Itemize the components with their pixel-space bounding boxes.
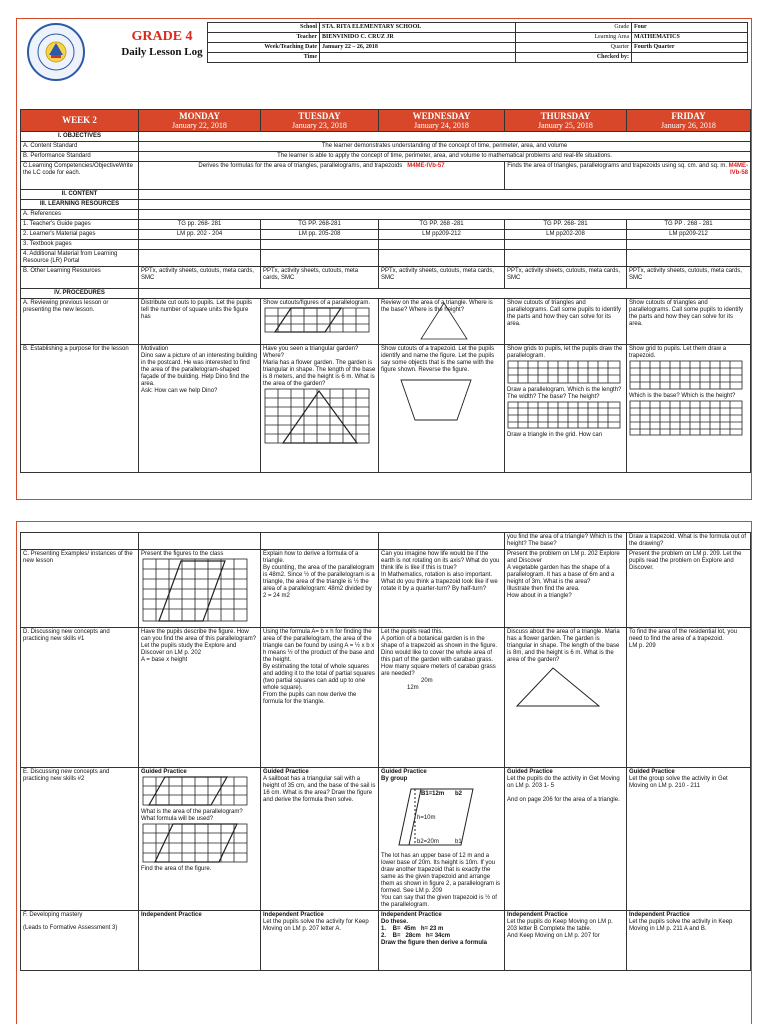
independent-practice-text: Let the pupils solve the activity for Keep Moving on LM p. 207 letter A. xyxy=(263,919,369,932)
lm-pages: LM pp209-212 xyxy=(627,230,751,240)
deped-seal-icon xyxy=(27,23,85,81)
day-date: January 25, 2018 xyxy=(538,121,593,130)
procedure-a-friday: Show cutouts of triangles and parallelograms. Call some pupils to identify the parts and how they can solve for its area. xyxy=(627,299,751,345)
day-name: TUESDAY xyxy=(298,111,341,121)
guided-practice-text: The lot has an upper base of 12 m and a lower base of 20m. Its height is 10m. If you draw another trapezoid that is exactly the same as the given trapezoid and arrange them as shown in figure 2, a parallelogram is formed. See LM p. 209 You can say that the given trapezoid is ½ of the parallelogram. xyxy=(381,853,501,908)
competency-1 xyxy=(139,162,505,190)
textbook-label: 3. Textbook pages xyxy=(21,240,139,250)
procedure-a-monday: Distribute cut outs to pupils. Let the pupils tell the number of square units the figure has xyxy=(139,299,261,345)
procedures-title: IV. PROCEDURES xyxy=(21,289,139,299)
independent-practice-heading: Independent Practice xyxy=(629,912,690,918)
blank xyxy=(139,533,261,550)
day-date: January 26, 2018 xyxy=(661,121,716,130)
grade-label: Grade xyxy=(516,23,632,33)
other-resources: PPTx, activity sheets, cutouts, meta cards, SMC xyxy=(379,267,505,289)
competency-1-text: Derives the formulas for the area of triangles, parallelograms, and trapezoids xyxy=(198,163,403,169)
procedure-c-thursday: Present the problem on LM p. 202 Explore and Discover A vegetable garden has the shape of a parallelogram. It has a base of 6m and a height of 3m. What is the area? Illustrate then find the area. How about in a triangle? xyxy=(505,550,627,628)
other-resources-label: B. Other Learning Resources xyxy=(21,267,139,289)
competency-1-code: M4ME-IVb-57 xyxy=(407,163,445,169)
procedure-a-label: A. Reviewing previous lesson or presenting the new lesson. xyxy=(21,299,139,345)
time-label: Time xyxy=(208,53,320,63)
procedure-b-friday-cont: Draw a trapezoid. What is the formula out of the drawing? xyxy=(627,533,751,550)
lm-pages: LM pp. 205-208 xyxy=(261,230,379,240)
procedure-b-label: B. Establishing a purpose for the lesson xyxy=(21,345,139,473)
other-resources: PPTx, activity sheets, cutouts, meta cards, SMC xyxy=(505,267,627,289)
procedure-e-thursday xyxy=(505,768,627,911)
week-value: January 22 – 26, 2018 xyxy=(320,43,516,53)
blank xyxy=(505,240,627,250)
lesson-log-page-2 xyxy=(16,521,752,1024)
other-resources: PPTx, activity sheets, cutouts, meta cards, SMC xyxy=(261,267,379,289)
procedure-f-wednesday xyxy=(379,911,505,971)
content-blank xyxy=(139,190,751,200)
triangle-figure xyxy=(419,301,469,341)
time-value xyxy=(320,53,516,63)
day-header-monday xyxy=(139,110,261,132)
procedure-a-text: Review on the area of a triangle. Where is the base? Where is the height? xyxy=(381,300,493,313)
day-date: January 22, 2018 xyxy=(172,121,227,130)
procedure-b-text: Have you seen a triangular garden? Where? Maria has a flower garden. The garden is triangular in shape. The length of the base is 8 meters, and the height is 6 m. What is the area of the garden? xyxy=(263,346,376,387)
procedure-d-friday: To find the area of the residential lot, you need to find the area of a trapezoid. LM p. 209 xyxy=(627,628,751,768)
guided-practice-subheading: By group xyxy=(381,776,408,782)
procedure-b-text-2: Which is the base? Which is the height? xyxy=(629,393,736,399)
grade-value: Four xyxy=(632,23,748,33)
references-blank xyxy=(139,210,751,220)
quarter-label: Quarter xyxy=(516,43,632,53)
procedure-b-thursday xyxy=(505,345,627,473)
log-title: Daily Lesson Log xyxy=(121,46,203,58)
triangle-grid-figure xyxy=(263,388,373,444)
triangle-figure xyxy=(507,664,617,710)
day-date: January 24, 2018 xyxy=(414,121,469,130)
grid-figure xyxy=(629,400,743,436)
procedure-b-monday: Motivation Dino saw a picture of an interesting building in the postcard. He was interested to find the area of the parallelogram-shaped façade of the building. Help Dino find the area. Ask: How can we help Dino? xyxy=(139,345,261,473)
trapezoid-height-label: 12m xyxy=(407,685,419,691)
independent-practice-heading: Independent Practice xyxy=(263,912,324,918)
procedure-a-text: Show cutouts/figures of a parallelogram. xyxy=(263,300,371,306)
procedure-b-tuesday xyxy=(261,345,379,473)
area-label: Learning Area xyxy=(516,33,632,43)
teacher-name: BIENVINIDO C. CRUZ JR xyxy=(320,33,516,43)
grid-figure xyxy=(507,360,621,384)
objectives-blank xyxy=(139,132,751,142)
procedure-d-text: Discuss about the area of a triangle. Maria has a flower garden. The garden is triangular in shape. The length of the base is 8m, and the height is 6 m. What is the area of the garden? xyxy=(507,629,620,663)
exercise-item-2: 2. B= 28cm h= 34cm xyxy=(381,933,451,939)
parallelogram-grid-figure xyxy=(141,776,253,806)
procedure-d-wednesday xyxy=(379,628,505,768)
blank xyxy=(379,250,505,267)
guided-practice-heading: Guided Practice xyxy=(263,769,309,775)
procedure-e-label: E. Discussing new concepts and practicing new skills #2 xyxy=(21,768,139,911)
day-header-tuesday xyxy=(261,110,379,132)
day-name: MONDAY xyxy=(179,111,220,121)
procedure-f-friday xyxy=(627,911,751,971)
day-name: WEDNESDAY xyxy=(412,111,471,121)
tg-pages: TG PP. 268 -281 xyxy=(379,220,505,230)
guided-practice-question-2: Find the area of the figure. xyxy=(141,866,212,872)
guided-practice-text: A sailboat has a triangular sail with a height of 35 cm, and the base of the sail is 16 cm. What is the area? Draw the figure and derive the formula then solve. xyxy=(263,776,376,803)
procedure-b-text: Show cutouts of a trapezoid. Let the pupils identify and name the figure. Let the pupils say some objects that is the same with the figure shown. Reverse the figure. xyxy=(381,346,495,373)
lesson-log-page-1 xyxy=(16,18,752,500)
parallelogram-grid-figure xyxy=(141,558,253,622)
lm-pages: LM pp. 202 - 204 xyxy=(139,230,261,240)
procedures-blank xyxy=(139,289,751,299)
checked-label: Checked by: xyxy=(516,53,632,63)
base1-bottom-label: b1 xyxy=(455,839,462,845)
procedure-a-wednesday xyxy=(379,299,505,345)
procedure-c-label: C. Presenting Examples/ instances of the new lesson xyxy=(21,550,139,628)
blank xyxy=(261,250,379,267)
other-resources: PPTx, activity sheets, cutouts, meta cards, SMC xyxy=(627,267,751,289)
lesson-table-page-1 xyxy=(20,109,751,473)
performance-standard-text: The learner is able to apply the concept of time, perimeter, area, and volume to mathematical problems and real-life situations. xyxy=(139,152,751,162)
week-label-cell xyxy=(21,110,139,132)
procedure-f-monday xyxy=(139,911,261,971)
content-standard-text: The learner demonstrates understanding of the concept of time, perimeter, area, and volume xyxy=(139,142,751,152)
blank xyxy=(139,240,261,250)
procedure-d-thursday xyxy=(505,628,627,768)
procedure-a-tuesday xyxy=(261,299,379,345)
trapezoid-parallelogram-figure xyxy=(381,783,502,853)
blank xyxy=(139,250,261,267)
blank xyxy=(627,250,751,267)
competency-2-code: M4ME-IVb-58 xyxy=(728,163,748,176)
week-number: WEEK 2 xyxy=(62,115,97,125)
lm-label: 2. Learner's Material pages xyxy=(21,230,139,240)
procedure-c-friday: Present the problem on LM p. 209. Let the pupils read the problem on Explore and Discover. xyxy=(627,550,751,628)
base1-label: B1=12m xyxy=(421,791,445,797)
procedure-f-thursday xyxy=(505,911,627,971)
blank xyxy=(379,533,505,550)
grade-title: GRADE 4 xyxy=(131,29,193,44)
procedure-c-monday xyxy=(139,550,261,628)
area-value: MATHEMATICS xyxy=(632,33,748,43)
parallelogram-grid-figure xyxy=(263,307,373,333)
procedure-d-text: Let the pupils read this. A portion of a botanical garden is in the shape of a trapezoid as shown in the figure. Dino would like to cover the whole area of this part of the garden with carabao grass. How many square meters of carabao grass are needed? xyxy=(381,629,498,677)
base2-label: b2 xyxy=(455,791,463,797)
competencies-label: C.Learning Competencies/ObjectiveWrite the LC code for each. xyxy=(21,162,139,190)
procedure-b-thursday-cont: you find the area of a triangle? Which is the height? The base? xyxy=(505,533,627,550)
content-title: II. CONTENT xyxy=(21,190,139,200)
independent-practice-heading: Independent Practice xyxy=(507,912,568,918)
lm-pages: LM pp209-212 xyxy=(379,230,505,240)
blank xyxy=(627,240,751,250)
grid-figure xyxy=(507,401,621,429)
guided-practice-heading: Guided Practice xyxy=(507,769,553,775)
tg-pages: TG PP. 268- 281 xyxy=(505,220,627,230)
procedure-b-text: Show grid to pupils. Let them draw a trapezoid. xyxy=(629,346,727,359)
procedure-f-label xyxy=(21,911,139,971)
independent-practice-subheading: Do these. xyxy=(381,919,409,925)
school-label: School xyxy=(208,23,320,33)
procedure-f-title: F. Developing mastery xyxy=(23,912,83,918)
blank xyxy=(379,240,505,250)
guided-practice-heading: Guided Practice xyxy=(141,769,187,775)
competency-2-text: Finds the area of triangles, parallelograms and trapezoids using sq. cm. and sq. m. xyxy=(507,163,727,169)
resources-title: III. LEARNING RESOURCES xyxy=(21,200,139,210)
height-label: h=10m xyxy=(417,815,436,821)
grid-figure xyxy=(629,360,743,390)
procedure-c-wednesday: Can you imagine how life would be if the earth is not rotating on its axis? What do you think life is like if this is true? In Mathematics, rotation is also important. What do you think a trapezoid look like if we rotate it by a quarter-turn? By half-turn? xyxy=(379,550,505,628)
procedure-d-monday: Have the pupils describe the figure. How can you find the area of this parallelogram? Let the pupils study the Explore and Discover on LM p. 202 A = base x height xyxy=(139,628,261,768)
tg-pages: TG pp. 268- 281 xyxy=(139,220,261,230)
week-label: Week/Teaching Date xyxy=(208,43,320,53)
guided-practice-question: What is the area of the parallelogram? What formula will be used? xyxy=(141,809,243,822)
school-name: STA. RITA ELEMENTARY SCHOOL xyxy=(320,23,516,33)
procedure-f-subtitle: (Leads to Formative Assessment 3) xyxy=(23,925,118,931)
tg-pages: TG PP. 268-281 xyxy=(261,220,379,230)
independent-practice-text: Let the pupils solve the activity in Keep Moving in LM p. 211 A and B. xyxy=(629,919,733,932)
teacher-label: Teacher xyxy=(208,33,320,43)
parallelogram-grid-figure xyxy=(141,823,253,863)
other-resources: PPTx, activity sheets, cutouts, meta cards, SMC xyxy=(139,267,261,289)
quarter-value: Fourth Quarter xyxy=(632,43,748,53)
procedure-d-tuesday: Using the formula A= b x h for finding the area of the parallelogram, the area of the triangle can be found by using A = ½ x b x h means ½ of the product of the base and the height. By estimating the total of whole squares and adding it to the total of partial squares (two partial squares can add up to one whole square). From the pupils can now derive the formula for the triangle. xyxy=(261,628,379,768)
independent-practice-text: Let the pupils do Keep Moving on LM p. 203 letter B Complete the table. And Keep Moving on LM p. 207 for xyxy=(507,919,613,939)
procedure-b-text: Show grids to pupils, let the pupils draw the parallelogram. xyxy=(507,346,623,359)
procedure-e-monday xyxy=(139,768,261,911)
content-standard-label: A. Content Standard xyxy=(21,142,139,152)
exercise-instruction: Draw the figure then derive a formula xyxy=(381,940,488,946)
blank xyxy=(261,240,379,250)
resources-blank xyxy=(139,200,751,210)
blank xyxy=(505,250,627,267)
tg-label: 1. Teacher's Guide pages xyxy=(21,220,139,230)
header-table xyxy=(207,22,748,63)
base2-bottom-label: b2=20m xyxy=(417,839,439,845)
objectives-title: I. OBJECTIVES xyxy=(21,132,139,142)
guided-practice-text: Let the pupils do the activity in Get Moving on LM p. 203 1- 5 And on page 206 for the area of a triangle. xyxy=(507,776,620,803)
blank xyxy=(261,533,379,550)
additional-label: 4. Additional Material from Learning Resource (LR) Portal xyxy=(21,250,139,267)
blank xyxy=(21,533,139,550)
procedure-e-wednesday xyxy=(379,768,505,911)
procedure-b-wednesday xyxy=(379,345,505,473)
lm-pages: LM pp202-208 xyxy=(505,230,627,240)
procedure-c-text: Present the figures to the class xyxy=(141,551,224,557)
procedure-c-tuesday: Explain how to derive a formula of a triangle. By counting, the area of the parallelogram is 48m2. Since ½ of the parallelogram is a triangle, the area of the triangle is ½ the area of a parallelogram: 48m2 divided by 2 = 24 m2 xyxy=(261,550,379,628)
checked-value xyxy=(632,53,748,63)
performance-standard-label: B. Performance Standard xyxy=(21,152,139,162)
guided-practice-text: Let the group solve the activity in Get Moving on LM p. 210 - 211 xyxy=(629,776,728,789)
procedure-a-thursday: Show cutouts of triangles and parallelograms. Call some pupils to identify the parts and how they can solve for its area. xyxy=(505,299,627,345)
day-header-friday xyxy=(627,110,751,132)
procedure-e-friday xyxy=(627,768,751,911)
independent-practice-heading: Independent Practice xyxy=(141,912,202,918)
references-label: A. References xyxy=(21,210,139,220)
tg-pages: TG PP . 268 - 281 xyxy=(627,220,751,230)
procedure-b-friday xyxy=(627,345,751,473)
procedure-f-tuesday xyxy=(261,911,379,971)
day-header-wednesday xyxy=(379,110,505,132)
day-name: FRIDAY xyxy=(671,111,706,121)
procedure-d-label: D. Discussing new concepts and practicing new skills #1 xyxy=(21,628,139,768)
trapezoid-figure xyxy=(381,374,491,424)
procedure-b-text-2: Draw a parallelogram. Which is the length? The width? The base? The height? xyxy=(507,387,622,400)
procedure-b-text-3: Draw a triangle in the grid. How can xyxy=(507,432,603,438)
exercise-item-1: 1. B= 45m h= 23 m xyxy=(381,926,444,932)
guided-practice-heading: Guided Practice xyxy=(381,769,427,775)
day-date: January 23, 2018 xyxy=(292,121,347,130)
lesson-table-page-2 xyxy=(20,532,751,971)
procedure-e-tuesday xyxy=(261,768,379,911)
guided-practice-heading: Guided Practice xyxy=(629,769,675,775)
day-name: THURSDAY xyxy=(540,111,591,121)
competency-2 xyxy=(505,162,751,190)
day-header-thursday xyxy=(505,110,627,132)
trapezoid-top-label: 20m xyxy=(421,678,433,684)
independent-practice-heading: Independent Practice xyxy=(381,912,442,918)
